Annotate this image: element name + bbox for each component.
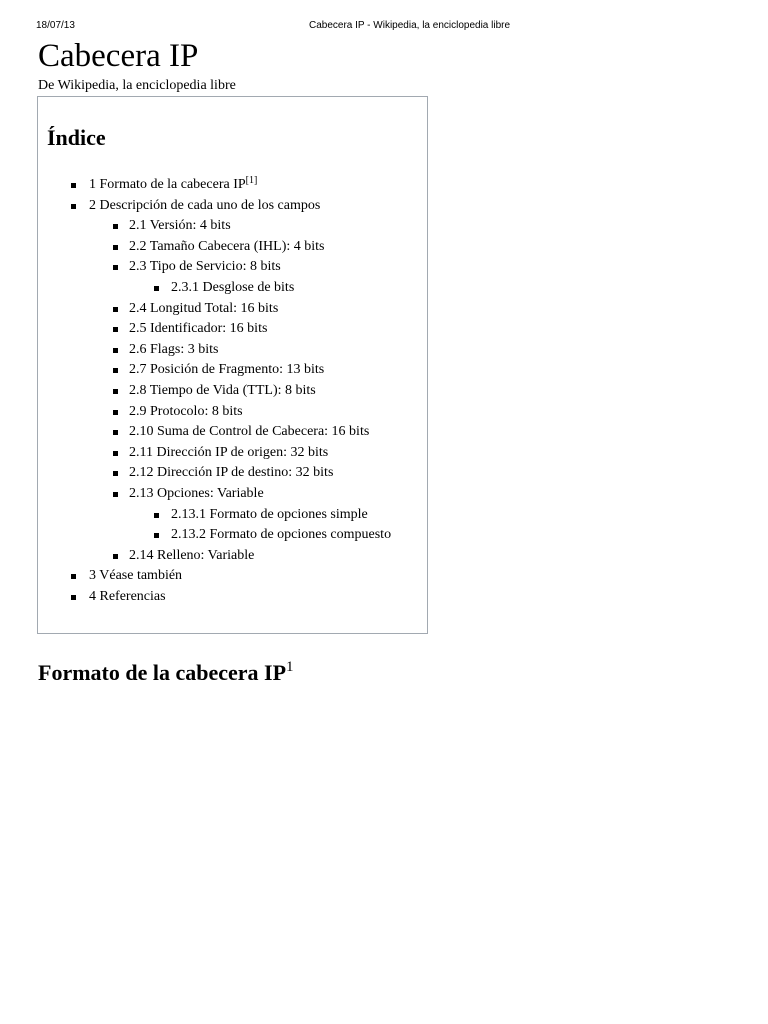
toc-item [38, 484, 391, 505]
toc-link[interactable]: 2.7 Posición de Fragmento: 13 bits [129, 362, 325, 378]
toc-item [38, 587, 391, 608]
toc-link[interactable]: 2 Descripción de cada uno de los campos [89, 197, 321, 213]
toc-link[interactable]: 2.5 Identificador: 16 bits [129, 321, 268, 337]
site-subtitle: De Wikipedia, la enciclopedia libre [38, 78, 236, 93]
toc-item [38, 505, 391, 526]
toc-link[interactable]: 2.3.1 Desglose de bits [171, 279, 295, 295]
toc-item [38, 216, 391, 237]
print-page-title: Cabecera IP - Wikipedia, la enciclopedia libre [309, 20, 511, 31]
toc-item [38, 402, 391, 423]
toc-link[interactable]: 2.12 Dirección IP de destino: 32 bits [129, 465, 334, 481]
toc-link[interactable]: 2.11 Dirección IP de origen: 32 bits [129, 444, 329, 460]
toc-link[interactable]: 2.10 Suma de Control de Cabecera: 16 bits [129, 424, 370, 440]
print-header [0, 19, 768, 33]
toc-link[interactable]: 2.9 Protocolo: 8 bits [129, 403, 243, 419]
toc-item [38, 546, 391, 567]
toc-link[interactable]: 2.6 Flags: 3 bits [129, 341, 219, 357]
toc-item [38, 360, 391, 381]
toc-title: Índice [47, 125, 106, 150]
toc-item [38, 196, 391, 217]
toc-item [38, 319, 391, 340]
toc-item [38, 340, 391, 361]
toc-link[interactable]: 2.3 Tipo de Servicio: 8 bits [129, 259, 281, 275]
toc-item [38, 237, 391, 258]
toc-link[interactable]: 2.13 Opciones: Variable [129, 485, 264, 501]
toc-link[interactable]: 2.4 Longitud Total: 16 bits [129, 300, 279, 316]
toc-item [38, 525, 391, 546]
toc-link[interactable]: 2.14 Relleno: Variable [129, 547, 255, 563]
print-date: 18/07/13 [36, 20, 75, 31]
toc-item [38, 422, 391, 443]
toc-link[interactable]: 2.8 Tiempo de Vida (TTL): 8 bits [129, 382, 316, 398]
toc-item [38, 566, 391, 587]
toc-link[interactable]: 2.13.1 Formato de opciones simple [171, 506, 368, 522]
table-of-contents [37, 96, 428, 634]
toc-item [38, 299, 391, 320]
section-reference[interactable]: 1 [286, 659, 294, 675]
section-heading [38, 658, 294, 688]
toc-link[interactable]: 1 Formato de la cabecera IP [89, 177, 246, 192]
toc-link[interactable]: 3 Véase también [89, 568, 183, 584]
toc-link[interactable]: 4 Referencias [89, 588, 166, 604]
toc-link[interactable]: 2.1 Versión: 4 bits [129, 218, 231, 234]
toc-list [38, 175, 391, 607]
toc-link[interactable]: 2.13.2 Formato de opciones compuesto [171, 527, 392, 543]
toc-item [38, 257, 391, 278]
toc-item [38, 463, 391, 484]
section-heading-text: Formato de la cabecera IP [38, 660, 287, 685]
toc-reference[interactable]: [1] [245, 175, 258, 186]
page-title: Cabecera IP [38, 38, 199, 74]
toc-item [38, 278, 391, 299]
toc-item [38, 443, 391, 464]
toc-link[interactable]: 2.2 Tamaño Cabecera (IHL): 4 bits [129, 238, 325, 254]
toc-item [38, 381, 391, 402]
toc-item [38, 175, 391, 196]
